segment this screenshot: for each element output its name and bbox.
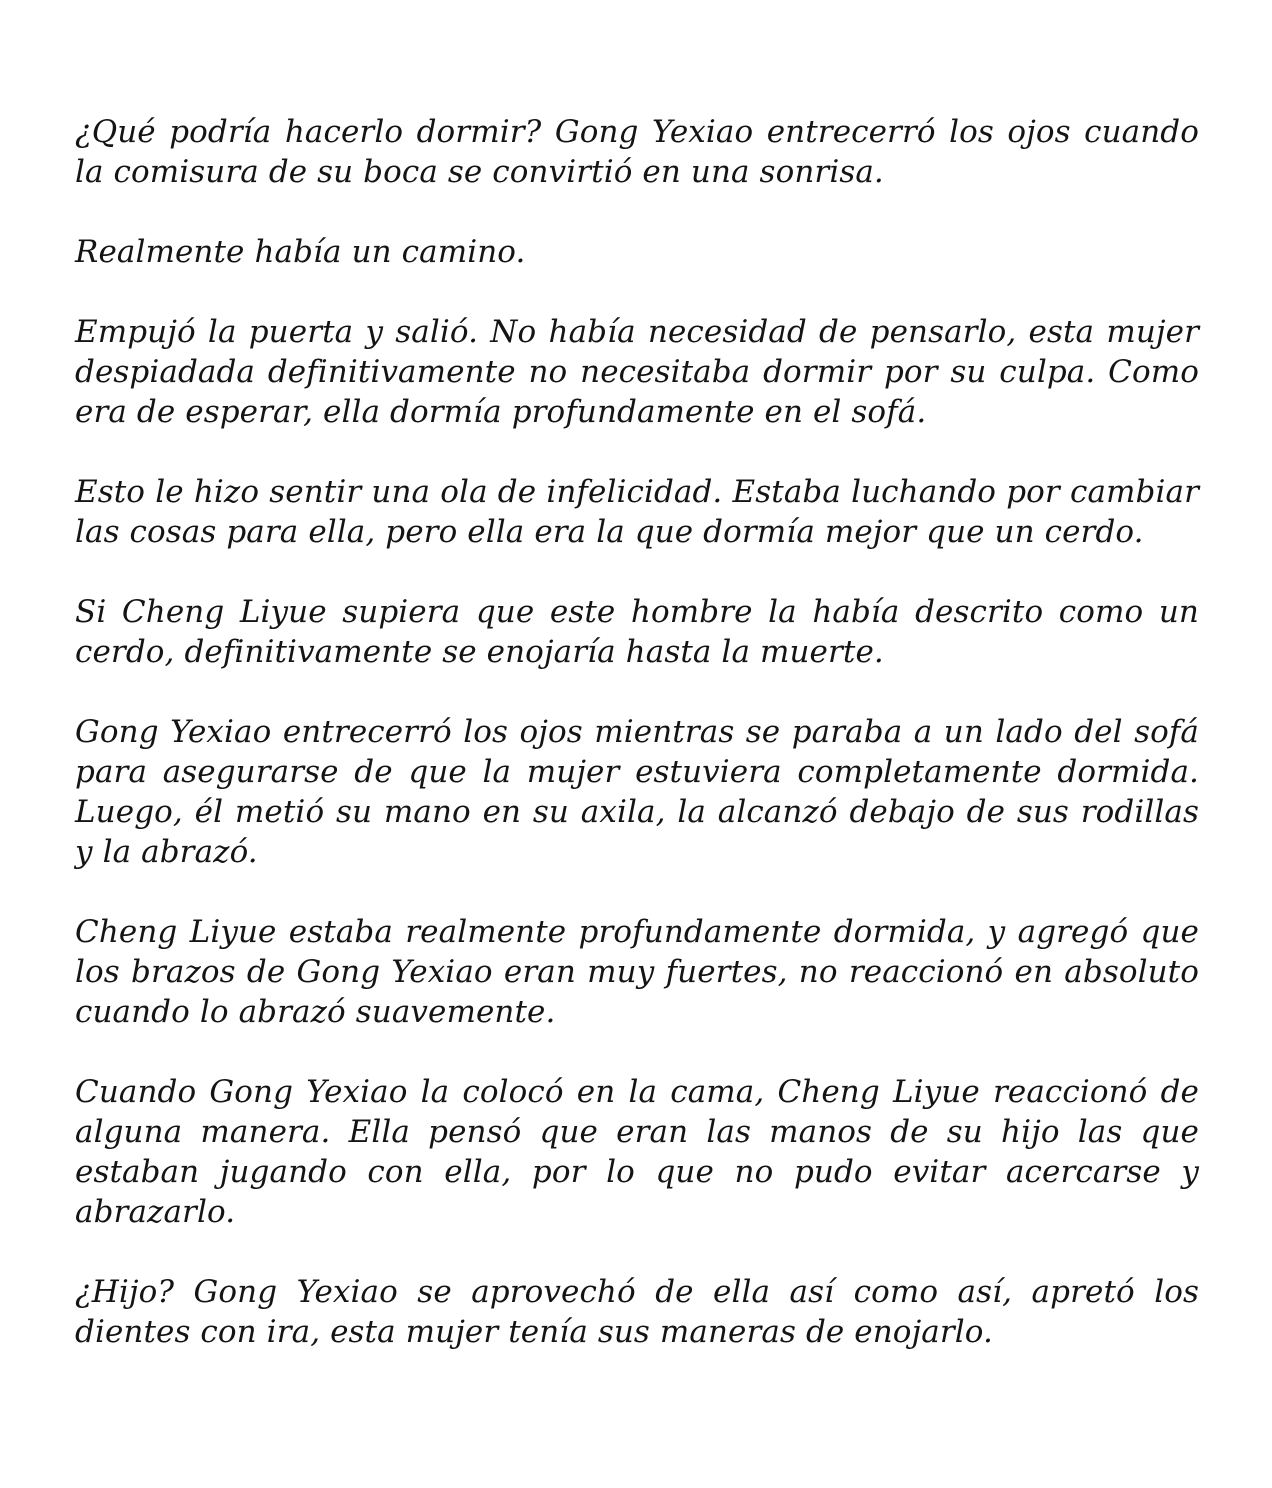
document-body (75, 112, 1199, 1392)
paragraph-1: ¿Qué podría hacerlo dormir? Gong Yexiao entrecerró los ojos cuando la comisura de su boca se convirtió en una sonrisa. (75, 114, 1199, 190)
paragraph-9: ¿Hijo? Gong Yexiao se aprovechó de ella así como así, apretó los dientes con ira, esta mujer tenía sus maneras de enojarlo. (75, 1274, 1199, 1350)
paragraph-3: Empujó la puerta y salió. No había necesidad de pensarlo, esta mujer despiadada definitivamente no necesitaba dormir por su culpa. Como era de esperar, ella dormía profundamente en el sofá. (75, 314, 1199, 430)
paragraph-8: Cuando Gong Yexiao la colocó en la cama, Cheng Liyue reaccionó de alguna manera. Ella pensó que eran las manos de su hijo las que estaban jugando con ella, por lo que no pudo evitar acercarse y abrazarlo. (75, 1074, 1199, 1230)
paragraph-5: Si Cheng Liyue supiera que este hombre la había descrito como un cerdo, definitivamente se enojaría hasta la muerte. (75, 594, 1199, 670)
paragraph-6: Gong Yexiao entrecerró los ojos mientras se paraba a un lado del sofá para asegurarse de que la mujer estuviera completamente dormida. Luego, él metió su mano en su axila, la alcanzó debajo de sus rodillas y la abrazó. (75, 714, 1199, 870)
paragraph-4: Esto le hizo sentir una ola de infelicidad. Estaba luchando por cambiar las cosas para ella, pero ella era la que dormía mejor que un cerdo. (75, 474, 1199, 550)
paragraph-7: Cheng Liyue estaba realmente profundamente dormida, y agregó que los brazos de Gong Yexiao eran muy fuertes, no reaccionó en absoluto cuando lo abrazó suavemente. (75, 914, 1199, 1030)
paragraph-2: Realmente había un camino. (75, 234, 526, 270)
